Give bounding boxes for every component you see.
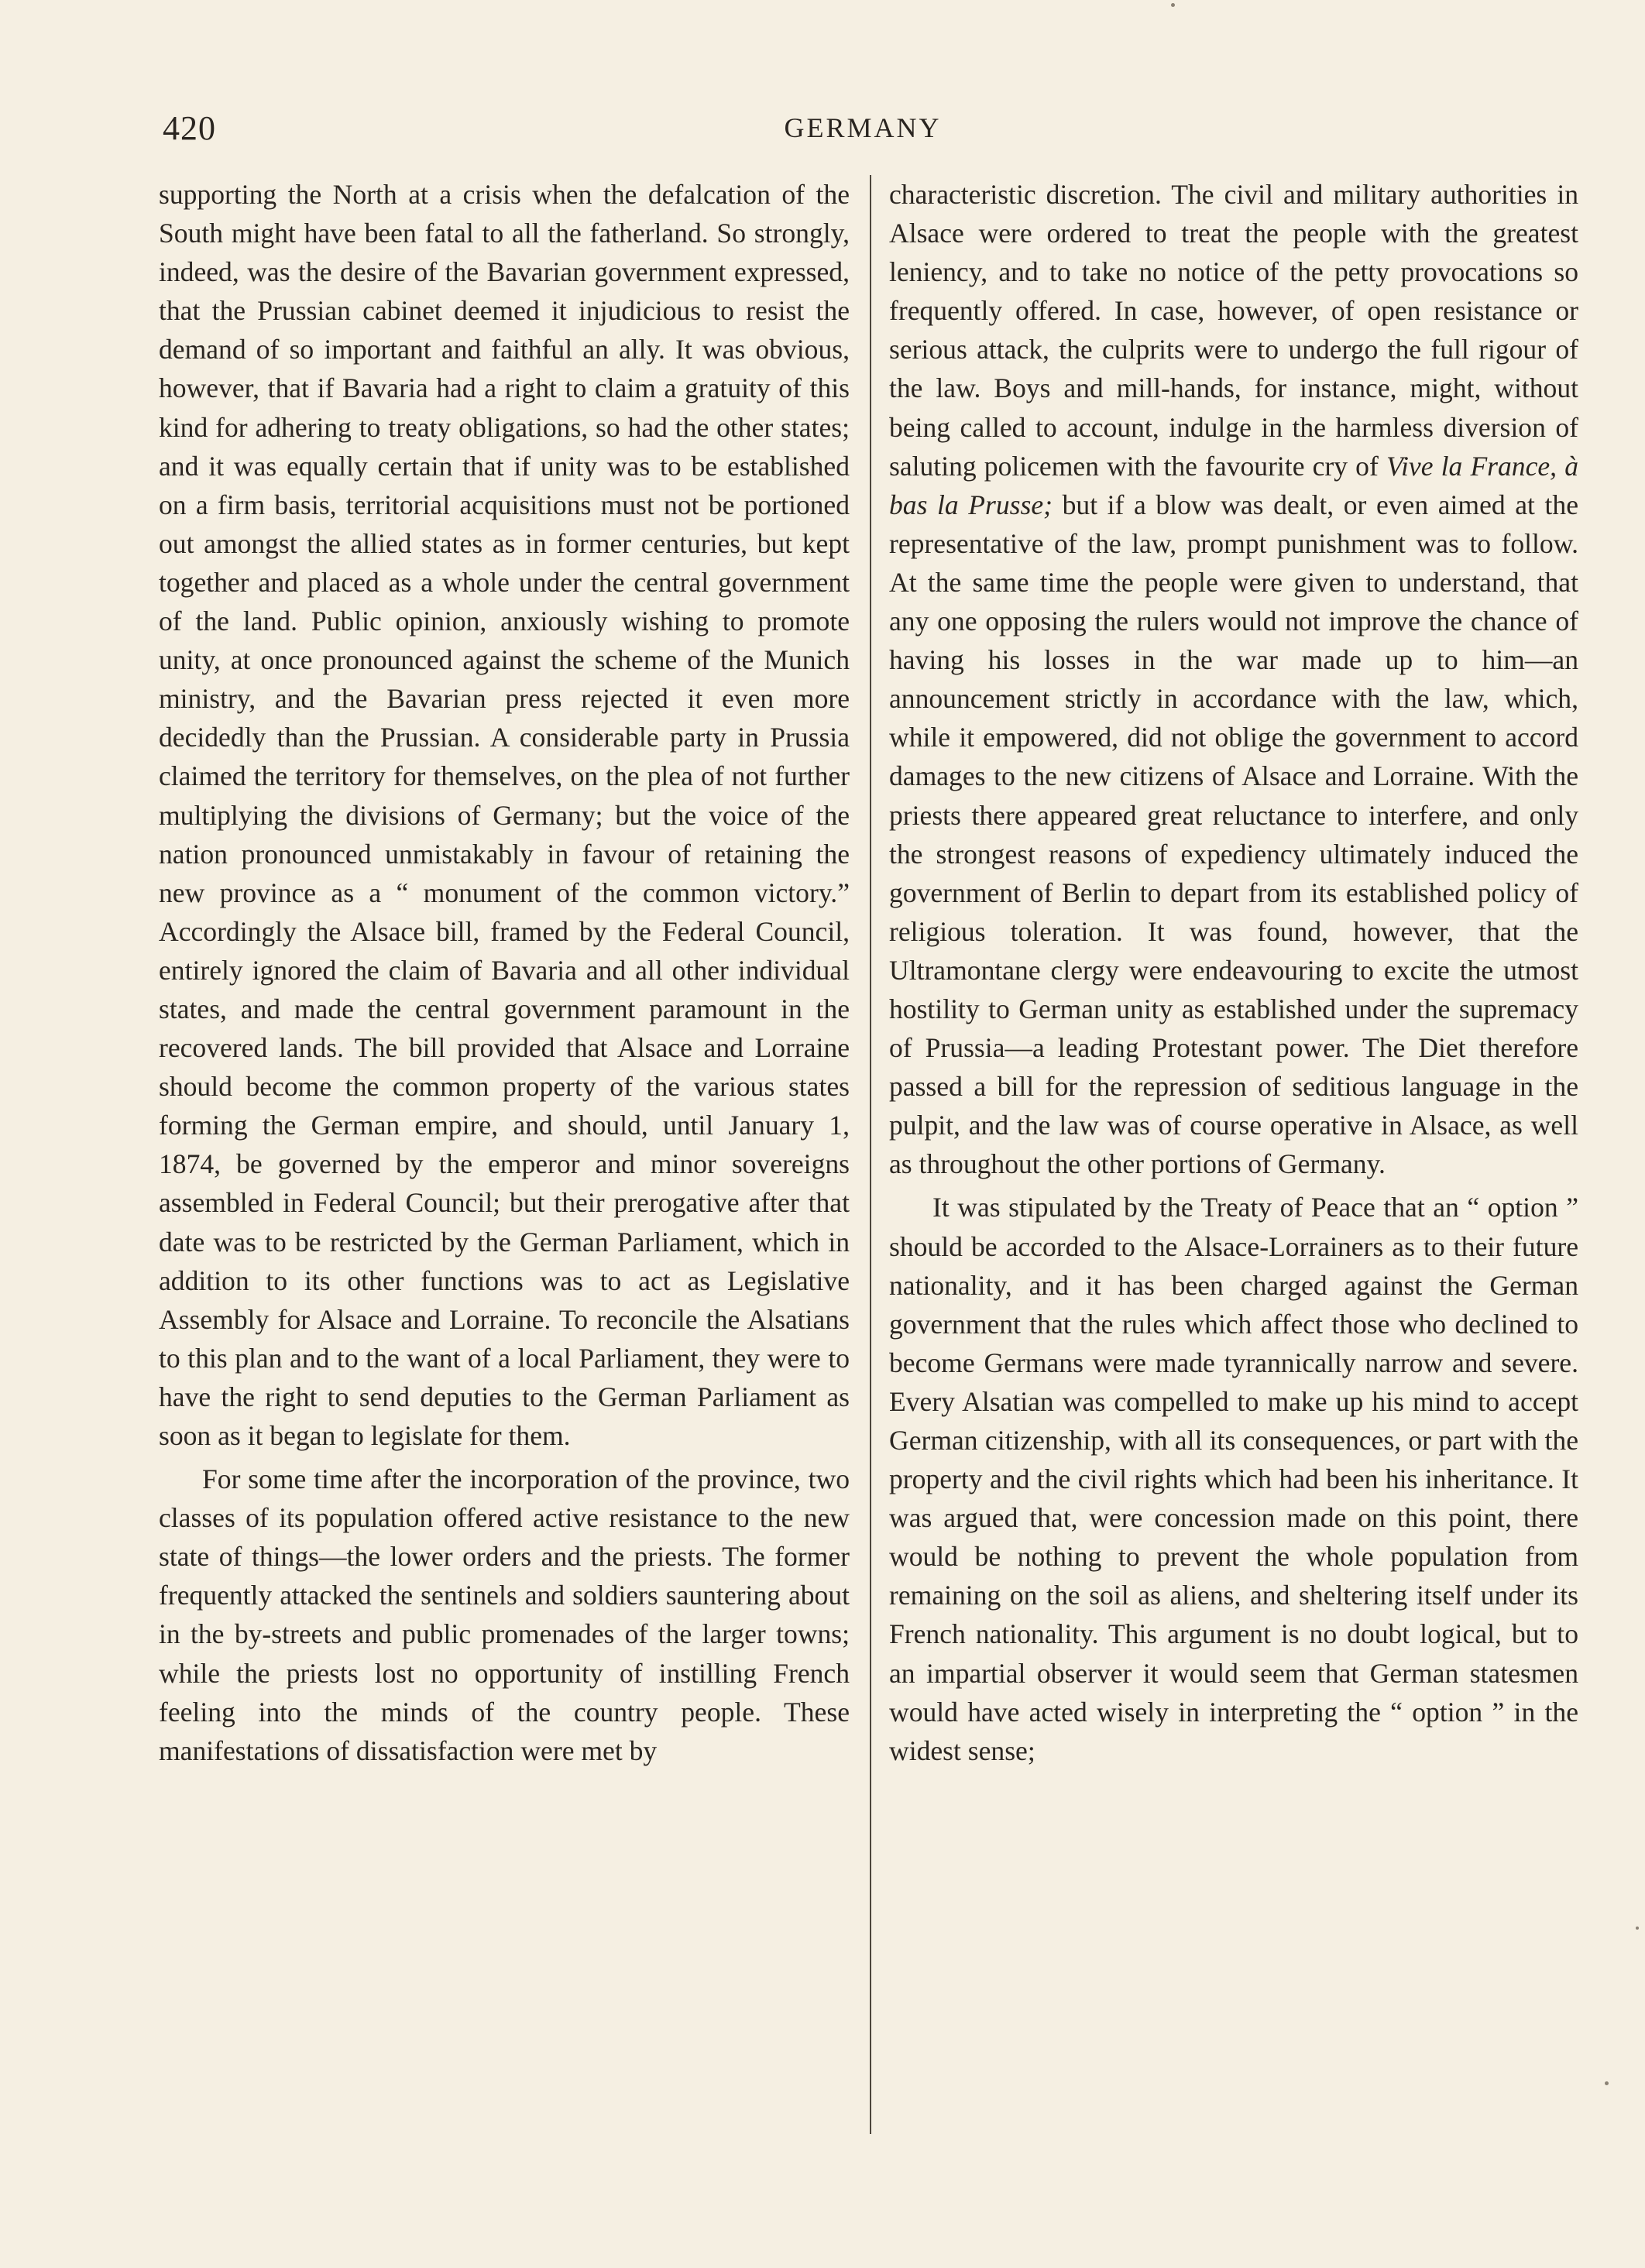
right-paragraph-1-text-b: but if a blow was dealt, or even aimed at the representative of the law, prompt punishment was to follow. At the same time the people were given to understand, that any one opposing the rulers would not improve the chance of having his losses in the war made up to him—an announcement strictly in accordance with the law, which, while it empowered, did not oblige the government to accord damages to the new citizens of Alsace and Lorraine. With the priests there appeared great reluctance to interfere, and only the strongest reasons of expediency ultimately induced the government of Berlin to depart from its established policy of religious toleration. It was found, however, that the Ultramontane clergy were endeavouring to excite the utmost hostility to German unity as established under the supremacy of Prussia—a leading Protestant power. The Diet therefore passed a bill for the repression of seditious language in the pulpit, and the law was of course operative in Alsace, as well as throughout the other portions of Germany. (889, 489, 1578, 1180)
right-paragraph-1-text-a: characteristic discretion. The civil and military authorities in Alsace were ordered to treat the people with the greatest leniency, and to take no notice of the petty provocations so frequently offered. In case, however, of open resistance or serious attack, the culprits were to undergo the full rigour of the law. Boys and mill-hands, for instance, might, without being called to account, indulge in the harmless diversion of saluting policemen with the favourite cry of (889, 179, 1578, 482)
paper-speck (1171, 3, 1175, 7)
left-paragraph-1: supporting the North at a crisis when the defalcation of the South might have been fatal to all the fatherland. So strongly, indeed, was the desire of the Bavarian government expressed, that the Prussian cabinet deemed it injudicious to resist the demand of so important and faithful an ally. It was obvious, however, that if Bavaria had a right to claim a gratuity of this kind for adhering to treaty obligations, so had the other states; and it was equally certain that if unity was to be established on a firm basis, territorial acquisitions must not be portioned out amongst the allied states as in former centuries, but kept together and placed as a whole under the central government of the land. Public opinion, anxiously wishing to promote unity, at once pronounced against the scheme of the Munich ministry, and the Bavarian press rejected it even more decidedly than the Prussian. A considerable party in Prussia claimed the territory for themselves, on the plea of not further multiplying the divisions of Germany; but the voice of the nation pronounced unmistakably in favour of retaining the new province as a “ monument of the common victory.” Accordingly the Alsace bill, framed by the Federal Council, entirely ignored the claim of Bavaria and all other individual states, and made the central government paramount in the recovered lands. The bill provided that Alsace and Lorraine should become the common property of the various states forming the German empire, and should, until January 1, 1874, be governed by the emperor and minor sovereigns assembled in Federal Council; but their prerogative after that date was to be restricted by the German Parliament, which in addition to its other functions was to act as Legislative Assembly for Alsace and Lorraine. To reconcile the Alsatians to this plan and to the want of a local Parliament, they were to have the right to send deputies to the German Parliament as soon as it began to legislate for them. (159, 179, 850, 1451)
page-header (163, 108, 1563, 155)
column-divider (870, 175, 871, 2134)
running-head: GERMANY (784, 112, 942, 143)
right-paragraph-1 (889, 175, 1578, 1183)
left-column (159, 175, 850, 1775)
page-number: 420 (163, 109, 216, 147)
right-paragraph-2: It was stipulated by the Treaty of Peace that an “ option ” should be accorded to the Alsace-Lorrainers as to their future nationality, and it has been charged against the German government that the rules which affect those who declined to become Germans were made tyrannically narrow and severe. Every Alsatian was compelled to make up his mind to accept German citizenship, with all its consequences, or part with the property and the civil rights which had been his inheritance. It was argued that, were concession made on this point, there would be nothing to prevent the whole population from remaining on the soil as aliens, and sheltering itself under its French nationality. This argument is no doubt logical, but to an impartial observer it would seem that German statesmen would have acted wisely in interpreting the “ option ” in the widest sense; (889, 1192, 1578, 1766)
left-paragraph-2: For some time after the incorporation of the province, two classes of its population offered active resistance to the new state of things—the lower orders and the priests. The former frequently attacked the sentinels and soldiers sauntering about in the by-streets and public promenades of the larger towns; while the priests lost no opportunity of instilling French feeling into the minds of the country people. These manifestations of dissatisfaction were met by (159, 1463, 850, 1766)
paper-speck (1605, 2081, 1609, 2085)
right-paragraph-1-italic-phrase: Vive la France, à bas la Prusse; (889, 450, 1578, 520)
paper-speck (1636, 1927, 1639, 1930)
right-column (889, 175, 1578, 1775)
